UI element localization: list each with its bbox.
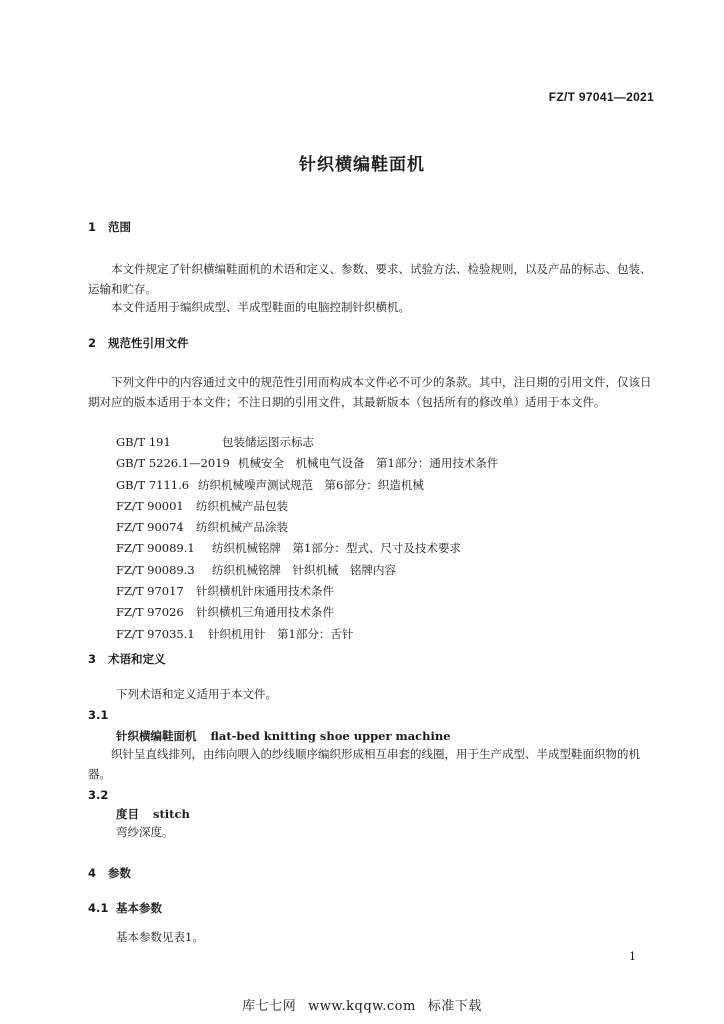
reference-code: FZ/T 90089.1 (116, 541, 195, 556)
reference-title: 纺织机械产品包装 (196, 498, 288, 513)
reference-item (116, 624, 498, 645)
term-definition: 织针呈直线排列，由纬向喂入的纱线顺序编织形成相互串套的线圈，用于生产成型、半成型鞋面织物的机器。 (88, 747, 640, 781)
section-1-heading (88, 219, 131, 235)
normative-references-intro: 下列文件中的内容通过文中的规范性引用而构成本文件必不可少的条款。其中，注日期的引用文件，仅该日期对应的版本适用于本文件；不注日期的引用文件，其最新版本（包括所有的修改单）适用于本文件。 (88, 375, 652, 409)
reference-code: FZ/T 90074 (116, 520, 184, 535)
reference-list (116, 432, 498, 645)
download-watermark-footer (0, 995, 724, 1014)
reference-title: 针织横机针床通用技术条件 (196, 584, 334, 599)
reference-code: FZ/T 90089.3 (116, 562, 195, 577)
scope-paragraph-1: 本文件规定了针织横编鞋面机的术语和定义、参数、要求、试验方法、检验规则，以及产品的标志、包装、运输和贮存。 (88, 262, 652, 296)
term-number: 3.2 (88, 788, 109, 802)
reference-title: 针织机用针 第1部分：舌针 (208, 626, 354, 641)
term-english: flat-bed knitting shoe upper machine (210, 729, 451, 743)
scope-paragraph-2: 本文件适用于编织成型、半成型鞋面的电脑控制针织横机。 (111, 300, 410, 314)
reference-title: 纺织机械产品涂装 (196, 520, 288, 535)
footer-url[interactable]: www.kqqw.com (308, 999, 416, 1014)
reference-title: 纺织机械噪声测试规范 第6部分：织造机械 (198, 477, 424, 492)
page-number: 1 (629, 950, 636, 963)
reference-code: FZ/T 90001 (116, 498, 184, 513)
subsection-number: 4.1 (88, 901, 109, 915)
basic-parameters-paragraph: 基本参数见表1。 (116, 930, 204, 944)
reference-item (116, 581, 498, 602)
term-chinese: 度目 (116, 807, 139, 821)
term-definition: 弯纱深度。 (116, 825, 174, 839)
section-4-heading (88, 865, 131, 881)
section-number: 4 (88, 866, 97, 880)
term-entry (116, 728, 451, 744)
section-title: 参数 (108, 866, 131, 880)
reference-item (116, 538, 498, 559)
section-title: 术语和定义 (108, 652, 166, 666)
reference-item (116, 602, 498, 623)
reference-code: FZ/T 97035.1 (116, 626, 195, 641)
section-2-heading (88, 335, 189, 351)
reference-code: GB/T 5226.1—2019 (116, 456, 230, 471)
section-number: 2 (88, 336, 97, 350)
reference-item (116, 560, 498, 581)
reference-title: 纺织机械铭牌 针织机械 铭牌内容 (212, 562, 396, 577)
reference-title: 纺织机械铭牌 第1部分：型式、尺寸及技术要求 (212, 541, 461, 556)
footer-site-name: 库七七网 (242, 999, 297, 1014)
reference-item (116, 517, 498, 538)
reference-code: GB/T 7111.6 (116, 477, 190, 492)
terms-intro: 下列术语和定义适用于本文件。 (116, 687, 277, 701)
section-number: 1 (88, 220, 97, 234)
reference-item (116, 496, 498, 517)
reference-title: 机械安全 机械电气设备 第1部分：通用技术条件 (238, 456, 499, 471)
term-entry (116, 806, 190, 822)
footer-label: 标准下载 (427, 999, 482, 1014)
document-title: 针织横编鞋面机 (299, 155, 425, 175)
subsection-4-1-heading (88, 900, 162, 916)
reference-item (116, 453, 498, 474)
reference-title: 针织横机三角通用技术条件 (196, 605, 334, 620)
section-3-heading (88, 651, 166, 667)
reference-item (116, 475, 498, 496)
section-title: 范围 (108, 220, 131, 234)
standard-code: FZ/T 97041—2021 (548, 90, 654, 104)
subsection-title: 基本参数 (116, 901, 162, 915)
reference-code: FZ/T 97017 (116, 584, 184, 599)
reference-code: GB/T 191 (116, 435, 171, 449)
term-english: stitch (153, 807, 190, 821)
term-chinese: 针织横编鞋面机 (116, 729, 197, 743)
section-number: 3 (88, 652, 97, 666)
term-number: 3.1 (88, 708, 109, 722)
reference-title: 包装储运图示标志 (222, 435, 314, 449)
reference-item (116, 432, 498, 453)
section-title: 规范性引用文件 (108, 336, 189, 350)
reference-code: FZ/T 97026 (116, 605, 184, 620)
